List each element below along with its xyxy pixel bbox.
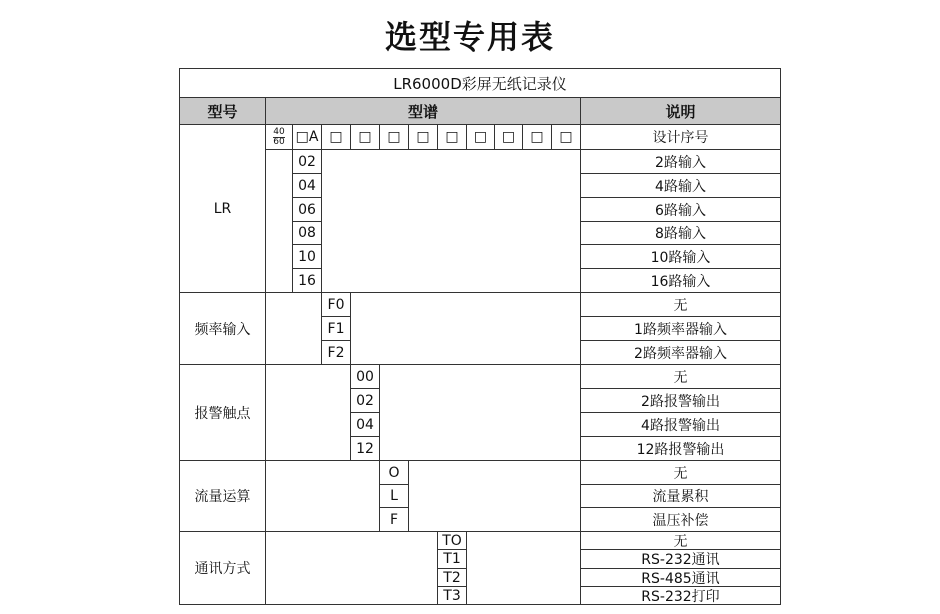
- header-model: 型号: [179, 97, 266, 125]
- placeholder-box: □: [522, 124, 552, 150]
- option-code: O: [379, 460, 409, 485]
- option-desc: RS-232通讯: [580, 549, 781, 569]
- option-code: F: [379, 507, 409, 532]
- spec-area: [265, 364, 581, 461]
- option-desc: 8路输入: [580, 221, 781, 245]
- placeholder-box: □: [379, 124, 409, 150]
- fraction-bottom: 60: [273, 136, 285, 147]
- option-code: 04: [292, 173, 322, 198]
- section-name: 流量运算: [179, 460, 266, 532]
- option-code: 08: [292, 221, 322, 245]
- option-desc: 12路报警输出: [580, 436, 781, 461]
- option-desc: 4路报警输出: [580, 412, 781, 437]
- section-name: 通讯方式: [179, 531, 266, 605]
- option-code: T2: [437, 568, 467, 587]
- option-code: T3: [437, 586, 467, 605]
- desc-cell: 设计序号: [580, 124, 781, 150]
- placeholder-box: □: [466, 124, 495, 150]
- option-code: 00: [350, 364, 380, 389]
- option-code: 16: [292, 268, 322, 293]
- option-desc: 流量累积: [580, 484, 781, 508]
- option-desc: 温压补偿: [580, 507, 781, 532]
- option-desc: 无: [580, 364, 781, 389]
- option-code: L: [379, 484, 409, 508]
- option-code: TO: [437, 531, 467, 550]
- option-code: 02: [350, 388, 380, 413]
- fraction-top: 40: [273, 126, 285, 137]
- option-code: 04: [350, 412, 380, 437]
- placeholder-box: □: [321, 124, 351, 150]
- placeholder-box: □: [408, 124, 438, 150]
- option-code: 02: [292, 149, 322, 174]
- section-name: 报警触点: [179, 364, 266, 461]
- option-desc: 2路频率器输入: [580, 340, 781, 365]
- placeholder-box: □: [494, 124, 523, 150]
- section-name: 频率输入: [179, 292, 266, 365]
- option-desc: 无: [580, 460, 781, 485]
- option-desc: 6路输入: [580, 197, 781, 222]
- option-desc: 16路输入: [580, 268, 781, 293]
- option-code: 12: [350, 436, 380, 461]
- page-title: 选型专用表: [384, 18, 555, 56]
- table-title: LR6000D彩屏无纸记录仪: [179, 68, 781, 98]
- option-desc: 2路输入: [580, 149, 781, 174]
- option-desc: RS-485通讯: [580, 568, 781, 587]
- placeholder-box: □: [350, 124, 380, 150]
- header-spec: 型谱: [265, 97, 581, 125]
- spec-area: [265, 531, 581, 605]
- option-code: F2: [321, 340, 351, 365]
- section-name: LR: [179, 124, 266, 293]
- spec-area: [265, 460, 581, 532]
- option-code: F0: [321, 292, 351, 317]
- option-desc: 无: [580, 531, 781, 550]
- option-desc: 10路输入: [580, 244, 781, 269]
- spec-area: [265, 292, 581, 365]
- fraction-cell: [265, 124, 293, 150]
- option-code: 10: [292, 244, 322, 269]
- header-desc: 说明: [580, 97, 781, 125]
- option-code: T1: [437, 549, 467, 569]
- placeholder-box: □: [551, 124, 581, 150]
- code-cell: □A: [292, 124, 322, 150]
- option-desc: RS-232打印: [580, 586, 781, 605]
- option-code: F1: [321, 316, 351, 341]
- option-desc: 2路报警输出: [580, 388, 781, 413]
- option-desc: 无: [580, 292, 781, 317]
- option-code: 06: [292, 197, 322, 222]
- option-desc: 4路输入: [580, 173, 781, 198]
- option-desc: 1路频率器输入: [580, 316, 781, 341]
- placeholder-box: □: [437, 124, 467, 150]
